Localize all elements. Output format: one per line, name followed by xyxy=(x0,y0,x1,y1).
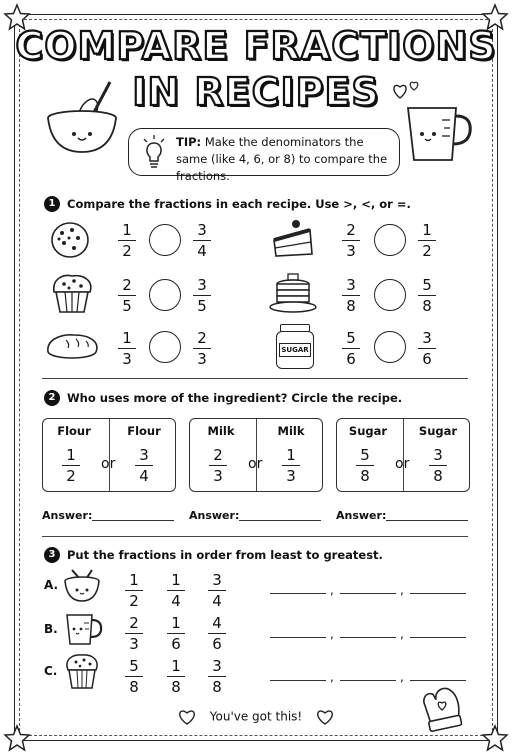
section3-instruction: Put the fractions in order from least to greatest. xyxy=(67,548,383,562)
fraction xyxy=(165,657,187,696)
measuring-cup-icon xyxy=(404,104,474,164)
sugar-jar-icon xyxy=(276,324,314,370)
denominator: 8 xyxy=(346,297,356,316)
row-label: B. xyxy=(44,622,58,636)
denominator: 8 xyxy=(422,297,432,316)
fraction xyxy=(206,614,228,653)
denominator: 4 xyxy=(139,467,149,486)
fraction[interactable] xyxy=(60,446,82,485)
denominator: 3 xyxy=(122,350,132,369)
fraction[interactable] xyxy=(280,446,302,485)
numerator: 1 xyxy=(171,657,181,675)
answer-blank[interactable] xyxy=(410,593,466,594)
answer-line[interactable] xyxy=(386,520,468,521)
recipe-left-label[interactable]: Milk xyxy=(207,424,235,438)
comma: , xyxy=(330,670,334,684)
answer-blank[interactable] xyxy=(410,637,466,638)
fraction xyxy=(123,571,145,610)
denominator: 8 xyxy=(212,678,222,697)
muffin-icon xyxy=(50,272,94,314)
section-divider xyxy=(42,536,468,537)
answer-blank[interactable] xyxy=(340,680,396,681)
numerator: 5 xyxy=(422,276,432,294)
comma: , xyxy=(400,670,404,684)
answer-blank[interactable] xyxy=(340,637,396,638)
denominator: 6 xyxy=(212,635,222,654)
denominator: 3 xyxy=(129,635,139,654)
fraction xyxy=(123,657,145,696)
denominator: 6 xyxy=(422,350,432,369)
denominator: 3 xyxy=(346,242,356,261)
tip-label: TIP: xyxy=(176,135,202,149)
section-divider xyxy=(42,378,468,379)
fraction xyxy=(116,329,138,368)
fraction xyxy=(340,329,362,368)
denominator: 8 xyxy=(171,678,181,697)
denominator: 6 xyxy=(171,635,181,654)
recipe-right-label[interactable]: Sugar xyxy=(418,424,458,438)
denominator: 3 xyxy=(213,467,223,486)
numerator: 2 xyxy=(197,329,207,347)
fraction xyxy=(165,614,187,653)
star-icon xyxy=(4,725,30,751)
denominator: 5 xyxy=(197,297,207,316)
comparison-circle[interactable] xyxy=(374,224,406,256)
mixing-bowl-whisk-icon xyxy=(44,76,124,156)
section-number: 2 xyxy=(44,390,60,406)
answer-line[interactable] xyxy=(239,520,321,521)
numerator: 1 xyxy=(129,571,139,589)
bread-icon xyxy=(44,332,100,362)
comma: , xyxy=(330,627,334,641)
comparison-circle[interactable] xyxy=(149,224,181,256)
numerator: 1 xyxy=(171,614,181,632)
numerator: 3 xyxy=(197,221,207,239)
recipe-right-label[interactable]: Flour xyxy=(127,424,161,438)
fraction xyxy=(206,657,228,696)
heart-icon xyxy=(316,709,334,725)
answer-line[interactable] xyxy=(92,520,174,521)
denominator: 2 xyxy=(66,467,76,486)
numerator: 3 xyxy=(197,276,207,294)
fraction xyxy=(340,276,362,315)
fraction xyxy=(191,276,213,315)
fraction[interactable] xyxy=(133,446,155,485)
cupcake-icon xyxy=(64,652,100,690)
cookie-icon xyxy=(50,221,90,259)
denominator: 8 xyxy=(433,467,443,486)
numerator: 1 xyxy=(171,571,181,589)
fraction xyxy=(191,329,213,368)
fraction xyxy=(165,571,187,610)
section-number: 1 xyxy=(44,196,60,212)
comparison-circle[interactable] xyxy=(374,279,406,311)
fraction xyxy=(416,329,438,368)
section2-instruction: Who uses more of the ingredient? Circle the recipe. xyxy=(67,391,403,405)
fraction[interactable] xyxy=(354,446,376,485)
answer-blank[interactable] xyxy=(340,593,396,594)
tip-text xyxy=(176,134,396,185)
answer-blank[interactable] xyxy=(270,637,326,638)
numerator: 2 xyxy=(213,446,223,464)
denominator: 4 xyxy=(171,592,181,611)
numerator: 1 xyxy=(422,221,432,239)
answer-label: Answer: xyxy=(336,509,387,522)
denominator: 2 xyxy=(129,592,139,611)
cake-slice-icon xyxy=(270,218,316,260)
comma: , xyxy=(400,583,404,597)
denominator: 3 xyxy=(286,467,296,486)
comma: , xyxy=(330,583,334,597)
fraction[interactable] xyxy=(427,446,449,485)
star-icon xyxy=(482,725,508,751)
denominator: 8 xyxy=(360,467,370,486)
hearts-icon xyxy=(392,80,422,102)
fraction xyxy=(206,571,228,610)
comparison-circle[interactable] xyxy=(374,331,406,363)
numerator: 3 xyxy=(212,571,222,589)
numerator: 5 xyxy=(360,446,370,464)
row-label: C. xyxy=(44,664,58,678)
answer-label: Answer: xyxy=(42,509,93,522)
denominator: 6 xyxy=(346,350,356,369)
comparison-circle[interactable] xyxy=(149,279,181,311)
denominator: 5 xyxy=(122,297,132,316)
fraction[interactable] xyxy=(207,446,229,485)
denominator: 2 xyxy=(422,242,432,261)
answer-label: Answer: xyxy=(189,509,240,522)
fraction xyxy=(116,221,138,260)
answer-blank[interactable] xyxy=(410,680,466,681)
heart-icon xyxy=(178,709,196,725)
numerator: 3 xyxy=(433,446,443,464)
mixing-bowl-icon xyxy=(62,569,102,603)
comma: , xyxy=(400,627,404,641)
section-number: 3 xyxy=(44,547,60,563)
fraction xyxy=(191,221,213,260)
numerator: 4 xyxy=(212,614,222,632)
numerator: 3 xyxy=(139,446,149,464)
page-title-line1: COMPARE FRACTIONS xyxy=(15,24,497,68)
numerator: 1 xyxy=(122,221,132,239)
numerator: 3 xyxy=(346,276,356,294)
denominator: 8 xyxy=(129,678,139,697)
numerator: 2 xyxy=(129,614,139,632)
numerator: 2 xyxy=(346,221,356,239)
numerator: 5 xyxy=(129,657,139,675)
fraction xyxy=(340,221,362,260)
fraction xyxy=(123,614,145,653)
page-title-line2: IN RECIPES xyxy=(132,70,380,114)
footer-text: You've got this! xyxy=(209,709,303,724)
answer-blank[interactable] xyxy=(270,680,326,681)
tip-body: Make the denominators the same (like 4, 6, or 8) to compare the fractions. xyxy=(176,135,388,183)
recipe-left-label[interactable]: Flour xyxy=(57,424,91,438)
numerator: 2 xyxy=(122,276,132,294)
comparison-circle[interactable] xyxy=(149,331,181,363)
or-label: or xyxy=(101,456,116,472)
denominator: 4 xyxy=(212,592,222,611)
numerator: 1 xyxy=(122,329,132,347)
numerator: 1 xyxy=(286,446,296,464)
denominator: 3 xyxy=(197,350,207,369)
numerator: 3 xyxy=(212,657,222,675)
or-label: or xyxy=(395,456,410,472)
numerator: 3 xyxy=(422,329,432,347)
or-label: or xyxy=(248,456,263,472)
answer-blank[interactable] xyxy=(270,593,326,594)
recipe-left-label[interactable]: Sugar xyxy=(348,424,388,438)
measuring-cup-icon xyxy=(64,612,104,646)
pancakes-icon xyxy=(268,272,318,314)
denominator: 4 xyxy=(197,242,207,261)
denominator: 2 xyxy=(122,242,132,261)
lightbulb-icon xyxy=(141,134,167,170)
row-label: A. xyxy=(44,578,59,592)
recipe-right-label[interactable]: Milk xyxy=(277,424,305,438)
fraction xyxy=(416,276,438,315)
fraction xyxy=(116,276,138,315)
numerator: 1 xyxy=(66,446,76,464)
numerator: 5 xyxy=(346,329,356,347)
footer xyxy=(0,709,512,725)
sugar-jar-label: SUGAR xyxy=(279,343,311,357)
fraction xyxy=(416,221,438,260)
section1-instruction: Compare the fractions in each recipe. Use >, <, or =. xyxy=(67,197,411,211)
